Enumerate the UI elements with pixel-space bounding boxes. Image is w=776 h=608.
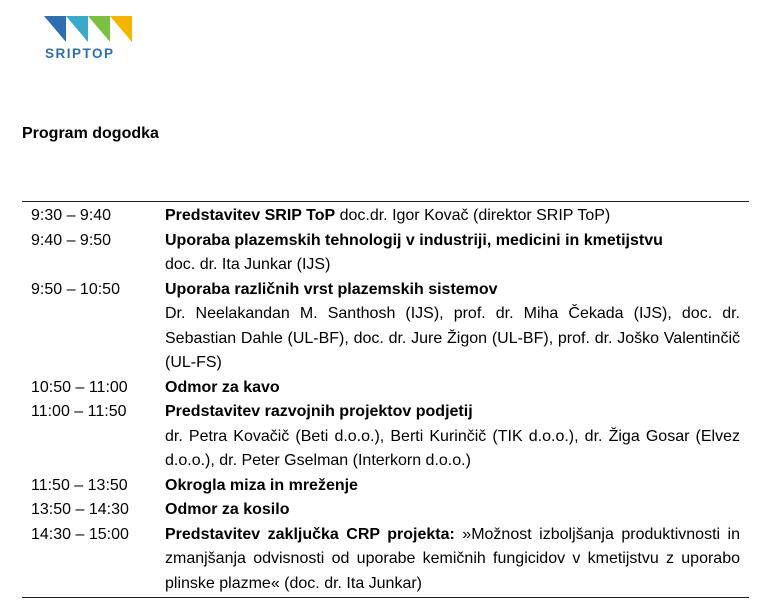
row-speaker: doc. dr. Ita Junkar (IJS) (165, 256, 331, 273)
schedule-row (22, 523, 749, 597)
row-title: Predstavitev zaključka CRP projekta: (165, 525, 455, 543)
row-title: Odmor za kosilo (165, 501, 290, 518)
schedule-table (22, 201, 749, 598)
logo-text: SRIPTOP (45, 46, 115, 61)
row-content (165, 229, 749, 278)
row-title: Uporaba plazemskih tehnologij v industriji, medicini in kmetijstvu (165, 231, 663, 249)
schedule-row (22, 376, 749, 401)
schedule-row (22, 474, 749, 499)
row-content (165, 523, 749, 597)
row-description: »Možnost izboljšanja produktivnosti in zmanjšanja odvisnosti od uporabe kemičnih fungicidov v kmetijstvu z uporabo plinske plazme« (doc. dr. Ita Junkar) (165, 525, 741, 592)
row-time: 11:00 – 11:50 (31, 403, 127, 420)
row-title: Okrogla miza in mreženje (165, 476, 358, 494)
schedule-row (22, 204, 749, 229)
row-title: Uporaba različnih vrst plazemskih sistemov (165, 280, 498, 298)
schedule-row (22, 400, 749, 474)
row-content (165, 204, 749, 229)
row-time: 13:50 – 14:30 (31, 501, 129, 518)
logo-triangles-icon (44, 16, 136, 48)
row-time: 11:50 – 13:50 (31, 476, 128, 494)
row-time: 9:50 – 10:50 (31, 280, 120, 298)
row-time: 14:30 – 15:00 (31, 525, 129, 543)
row-time: 10:50 – 11:00 (31, 378, 128, 396)
row-speakers: dr. Petra Kovačič (Beti d.o.o.), Berti Kurinčič (TIK d.o.o.), dr. Žiga Gosar (Elvez d.o.o.), dr. Peter Gselman (Interkorn d.o.o.) (165, 427, 740, 469)
page-title: Program dogodka (22, 125, 159, 142)
row-speakers: Dr. Neelakandan M. Santhosh (IJS), prof. dr. Miha Čekada (IJS), doc. dr. Sebastian Dahle (UL-BF), doc. dr. Jure Žigon (UL-BF), prof. dr. Joško Valentinčič (UL-FS) (165, 305, 740, 371)
row-title: Predstavitev SRIP ToP (165, 207, 336, 224)
row-speaker: doc.dr. Igor Kovač (direktor SRIP ToP) (335, 207, 611, 224)
row-content (165, 498, 749, 523)
row-content (165, 474, 749, 499)
row-content (165, 278, 749, 376)
schedule-row (22, 229, 749, 278)
row-content (165, 400, 749, 474)
row-content (165, 376, 749, 401)
schedule-row (22, 498, 749, 523)
row-title: Odmor za kavo (165, 378, 280, 396)
srip-top-logo (44, 16, 136, 66)
row-title: Predstavitev razvojnih projektov podjetij (165, 403, 473, 420)
row-time: 9:40 – 9:50 (31, 231, 112, 249)
row-time: 9:30 – 9:40 (31, 207, 112, 224)
schedule-row (22, 278, 749, 376)
